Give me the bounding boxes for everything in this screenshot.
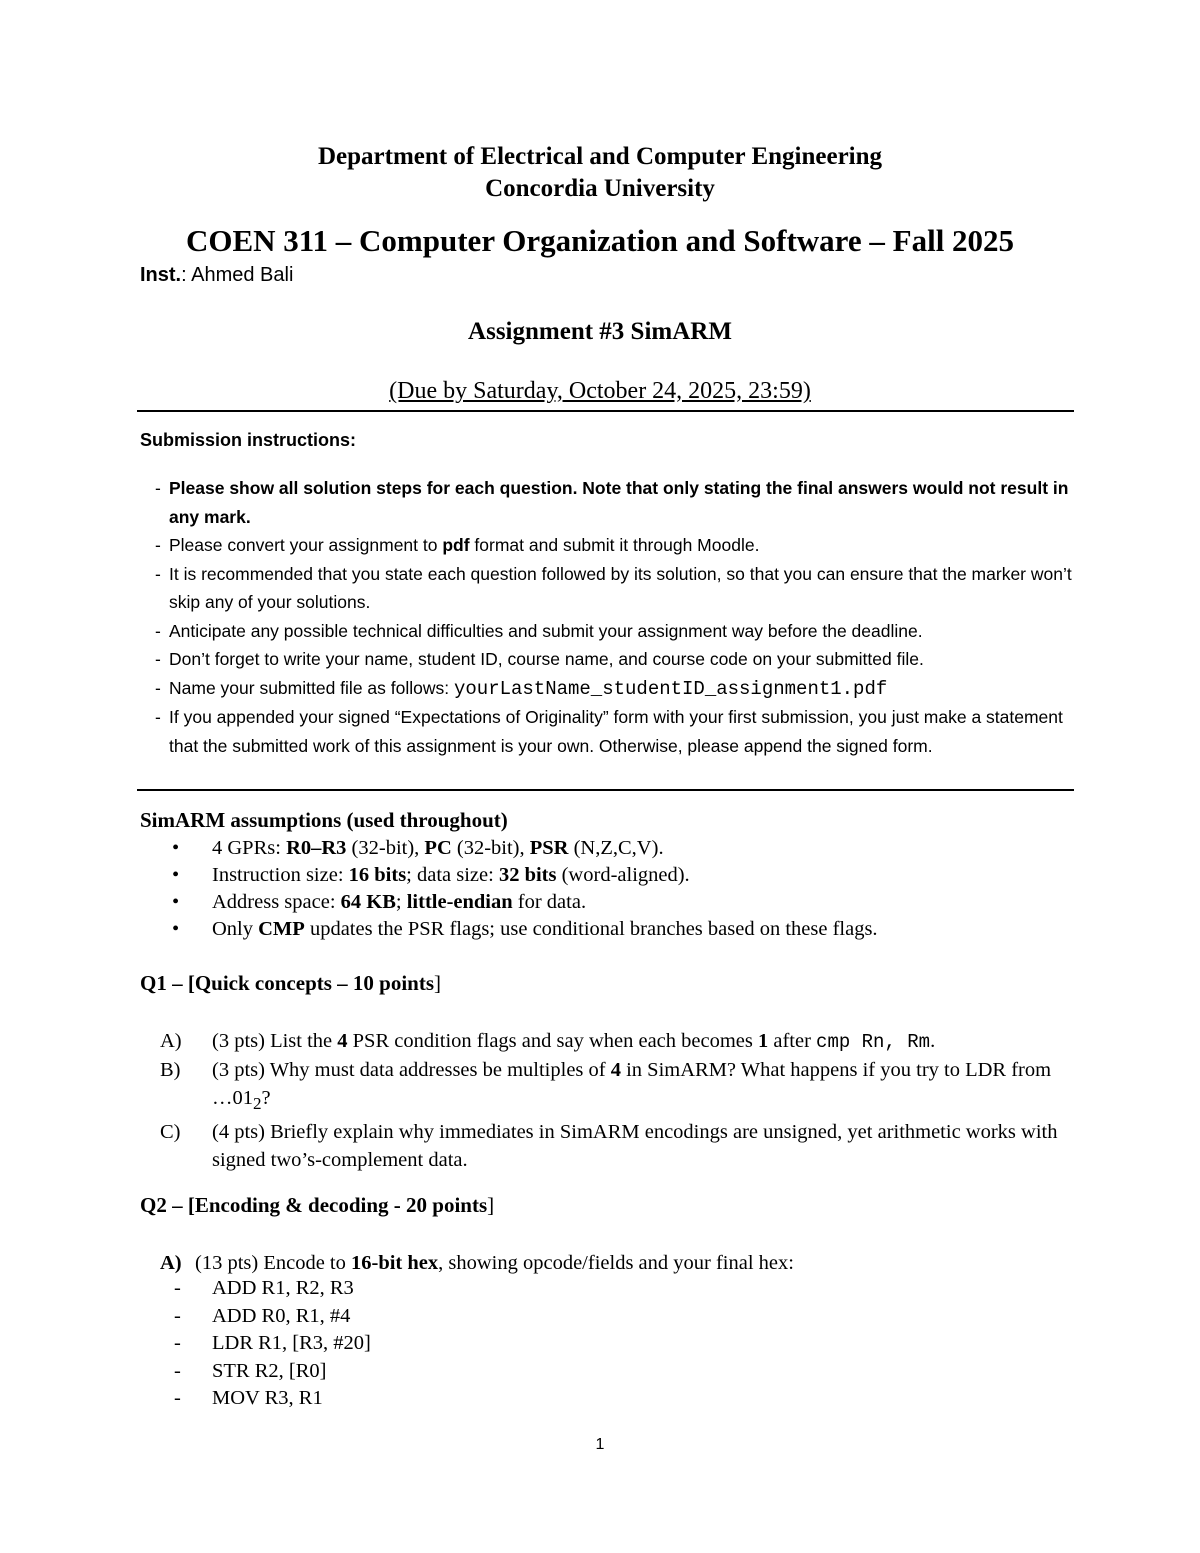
submission-heading: Submission instructions: [140, 430, 357, 450]
instructor-line [140, 264, 293, 287]
assignment-title: Assignment #3 SimARM [468, 318, 732, 345]
list-item: - ADD R1, R2, R3 [174, 1277, 354, 1299]
due-date: (Due by Saturday, October 24, 2025, 23:59) [389, 378, 811, 404]
list-item: - LDR R1, [R3, #20] [174, 1332, 371, 1354]
department-name: Department of Electrical and Computer Engineering [317, 143, 883, 170]
list-item: - Please show all solution steps for each question. Note that only stating the final answers would not result in any mark. [155, 478, 1069, 527]
bottom-divider [137, 789, 1074, 791]
list-item: - Name your submitted file as follows: yourLastName_studentID_assignment1.pdf [155, 677, 888, 700]
list-item: - STR R2, [R0] [174, 1359, 327, 1382]
list-item: - MOV R3, R1 [174, 1387, 323, 1409]
list-item: - Please convert your assignment to pdf format and submit it through Moodle. [155, 535, 760, 555]
top-divider [137, 410, 1074, 412]
page-number: 1 [595, 1436, 605, 1453]
list-item: • Only CMP updates the PSR flags; use conditional branches based on these flags. [172, 918, 878, 940]
list-item: B) (3 pts) Why must data addresses be multiples of 4 in SimARM? What happens if you try to LDR from $\dots 01_2$? [160, 1059, 1052, 1114]
list-item: - If you appended your signed “Expectations of Originality” form with your first submission, you just make a statement that the submitted work of this assignment is your own. Otherwise, please append the signed form. [155, 707, 1063, 756]
file-name-format: yourLastName_studentID_assignment1.pdf [453, 677, 888, 700]
list-item: - It is recommended that you state each question followed by its solution, so that you can ensure that the marker won’t skip any of your solutions. [155, 563, 1072, 612]
q2-heading: Q2 – [Encoding & decoding - 20 points] [140, 1193, 495, 1217]
list-item: - ADD R0, R1, #4 [174, 1304, 351, 1327]
list-item: - Anticipate any possible technical difficulties and submit your assignment way before the deadline. [155, 620, 923, 641]
university-name: Concordia University [485, 175, 715, 202]
list-item: • Address space: 64 KB; little-endian for data. [172, 891, 587, 913]
list-item: • Instruction size: 16 bits; data size: 32 bits (word-aligned). [172, 864, 690, 886]
list-item: - Don’t forget to write your name, student ID, course name, and course code on your submitted file. [155, 649, 924, 669]
list-item: • 4 GPRs: R0–R3 (32-bit), PC (32-bit), PSR (N,Z,C,V). [172, 837, 664, 859]
instructor-label: Inst. [140, 264, 182, 286]
assumptions-heading: SimARM assumptions (used throughout) [140, 808, 508, 832]
q1-heading: Q1 – [Quick concepts – 10 points] [140, 971, 442, 995]
q2-part-a: A) (13 pts) Encode to 16-bit hex, showing opcode/fields and your final hex: [160, 1252, 794, 1274]
course-title: COEN 311 – Computer Organization and Software – Fall 2025 [185, 223, 1015, 258]
encoding-instruction-list [140, 1275, 371, 1413]
list-item: A) (3 pts) List the 4 PSR condition flags and say when each becomes 1 after cmp Rn, Rm. [160, 1030, 936, 1053]
list-item: C) (4 pts) Briefly explain why immediates in SimARM encodings are unsigned, yet arithmetic works with signed two’s-complement data. [160, 1121, 1058, 1172]
submission-list [155, 474, 1075, 760]
assumptions-list [140, 835, 1070, 943]
instructor-name: : Ahmed Bali [181, 264, 294, 286]
cmp-code: cmp Rn, Rm [816, 1031, 931, 1053]
q1-list [140, 1027, 1075, 1174]
